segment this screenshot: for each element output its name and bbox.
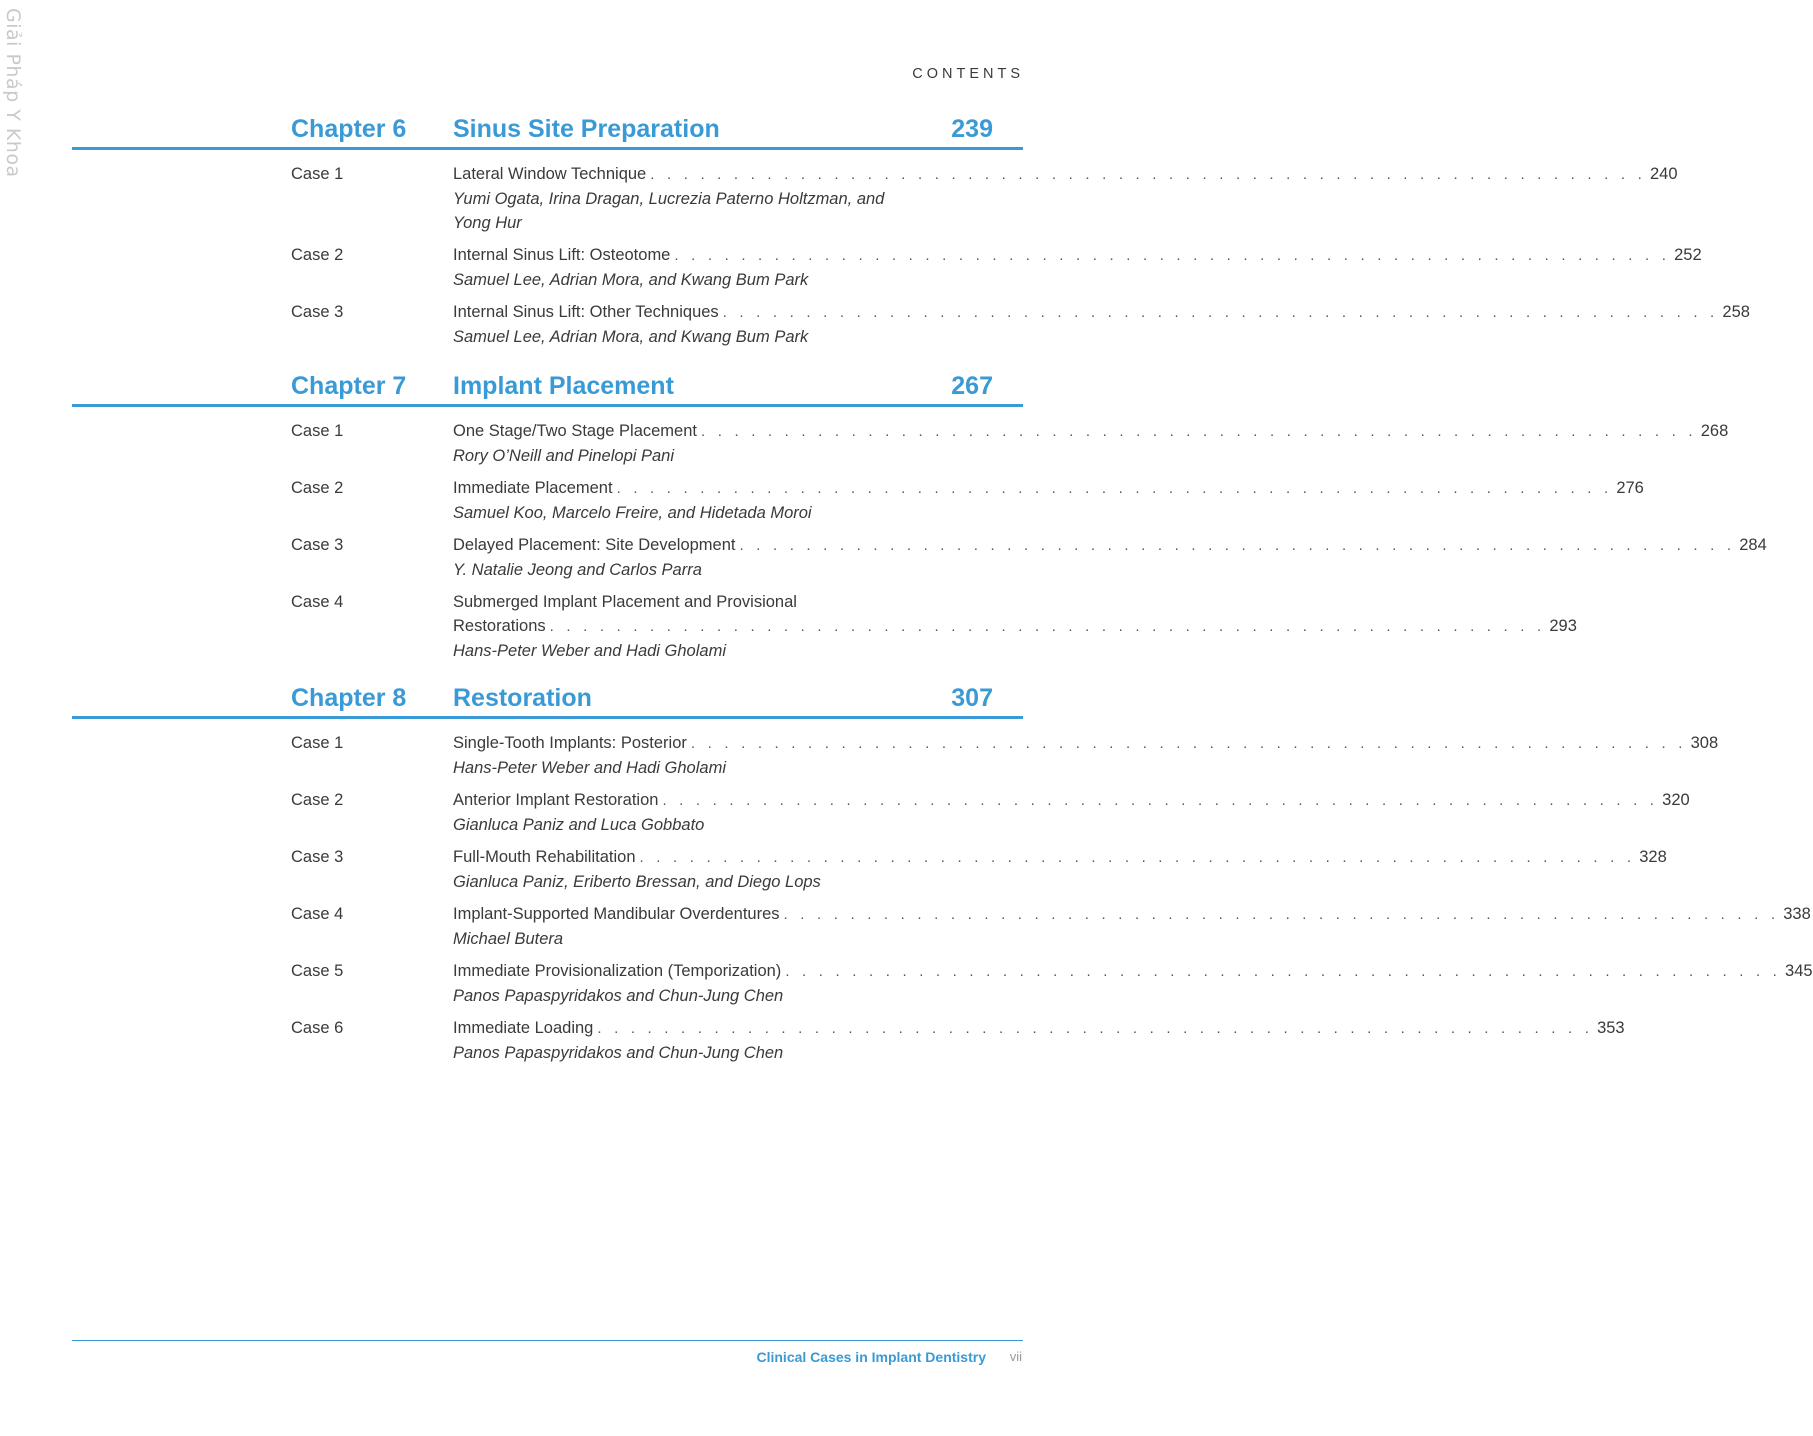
case-body xyxy=(453,476,1644,525)
dot-leader: . . . . . . . . . . . . . . . . . . . . . . . . . . . . . . . . . . . . . . . . . . . . . . . . . . . . . . . . . . . . xyxy=(722,304,1719,321)
case-label: Case 1 xyxy=(291,422,344,440)
case-body xyxy=(453,845,1667,894)
case-authors: Yong Hur xyxy=(453,214,522,232)
case-page: 353 xyxy=(1597,1019,1625,1037)
case-authors: Gianluca Paniz and Luca Gobbato xyxy=(453,816,705,834)
case-body xyxy=(453,788,1690,837)
case-title-line xyxy=(453,419,1729,444)
case-title-line xyxy=(453,300,1750,325)
case-body xyxy=(453,731,1719,780)
chapter-rule xyxy=(72,716,1023,719)
case-label: Case 2 xyxy=(291,791,344,809)
case-authors: Michael Butera xyxy=(453,930,564,948)
case-title: Anterior Implant Restoration xyxy=(453,791,659,809)
case-title-line xyxy=(453,902,1811,927)
footer-rule xyxy=(72,1340,1023,1341)
case-body xyxy=(453,162,1678,235)
case-label: Case 1 xyxy=(291,165,344,183)
dot-leader: . . . . . . . . . . . . . . . . . . . . . . . . . . . . . . . . . . . . . . . . . . . . . . . . . . . . . . . . . . . . xyxy=(549,618,1546,635)
dot-leader: . . . . . . . . . . . . . . . . . . . . . . . . . . . . . . . . . . . . . . . . . . . . . . . . . . . . . . . . . . . . xyxy=(650,166,1646,183)
chapter-title: Restoration xyxy=(453,684,592,712)
chapter-title: Implant Placement xyxy=(453,372,674,400)
dot-leader: . . . . . . . . . . . . . . . . . . . . . . . . . . . . . . . . . . . . . . . . . . . . . . . . . . . . . . . . . . . . xyxy=(639,849,1636,866)
chapter-page: 307 xyxy=(951,684,993,712)
case-page: 328 xyxy=(1639,848,1667,866)
running-head: CONTENTS xyxy=(912,66,1024,82)
case-body xyxy=(453,243,1702,292)
chapter-number: Chapter 7 xyxy=(291,372,407,400)
chapter-number: Chapter 6 xyxy=(291,115,407,143)
chapter-heading xyxy=(0,683,1099,717)
case-label: Case 3 xyxy=(291,848,344,866)
chapter-page: 267 xyxy=(951,372,993,400)
case-body xyxy=(453,959,1813,1008)
toc-entry[interactable] xyxy=(0,533,1767,582)
case-label: Case 5 xyxy=(291,962,344,980)
toc-entry[interactable] xyxy=(0,788,1690,837)
footer-page-number: vii xyxy=(1009,1349,1022,1364)
chapter-heading xyxy=(0,114,1099,148)
case-authors: Samuel Lee, Adrian Mora, and Kwang Bum Park xyxy=(453,271,809,289)
chapter-section xyxy=(0,683,1813,1073)
chapter-section xyxy=(0,371,1767,671)
case-body xyxy=(453,1016,1625,1065)
case-authors: Y. Natalie Jeong and Carlos Parra xyxy=(453,561,702,579)
case-title-line xyxy=(453,959,1813,984)
case-page: 293 xyxy=(1549,617,1577,635)
chapter-section xyxy=(0,114,1750,357)
chapter-rule xyxy=(72,147,1023,150)
dot-leader: . . . . . . . . . . . . . . . . . . . . . . . . . . . . . . . . . . . . . . . . . . . . . . . . . . . . . . . . . . . . xyxy=(674,247,1671,264)
dot-leader: . . . . . . . . . . . . . . . . . . . . . . . . . . . . . . . . . . . . . . . . . . . . . . . . . . . . . . . . . . . . xyxy=(783,906,1780,923)
case-label: Case 6 xyxy=(291,1019,344,1037)
chapter-heading xyxy=(0,371,1099,405)
case-label: Case 1 xyxy=(291,734,344,752)
case-title-first-line: Submerged Implant Placement and Provisional xyxy=(453,593,797,611)
toc-entry[interactable] xyxy=(0,959,1813,1008)
case-label: Case 3 xyxy=(291,536,344,554)
case-authors: Hans-Peter Weber and Hadi Gholami xyxy=(453,759,726,777)
footer-book-title: Clinical Cases in Implant Dentistry xyxy=(756,1349,986,1365)
toc-entry[interactable] xyxy=(0,419,1729,468)
case-label: Case 2 xyxy=(291,246,344,264)
dot-leader: . . . . . . . . . . . . . . . . . . . . . . . . . . . . . . . . . . . . . . . . . . . . . . . . . . . . . . . . . . . . xyxy=(690,735,1687,752)
case-body xyxy=(453,419,1729,468)
watermark: Giải Pháp Y Khoa xyxy=(2,8,24,178)
dot-leader: . . . . . . . . . . . . . . . . . . . . . . . . . . . . . . . . . . . . . . . . . . . . . . . . . . . . . . . . . . . . xyxy=(616,480,1613,497)
case-body xyxy=(453,902,1811,951)
case-page: 320 xyxy=(1662,791,1690,809)
case-authors: Panos Papaspyridakos and Chun-Jung Chen xyxy=(453,987,784,1005)
case-label: Case 3 xyxy=(291,303,344,321)
chapter-page: 239 xyxy=(951,115,993,143)
case-title: Lateral Window Technique xyxy=(453,165,647,183)
case-page: 284 xyxy=(1739,536,1767,554)
case-page: 308 xyxy=(1690,734,1719,752)
case-authors: Yumi Ogata, Irina Dragan, Lucrezia Paterno Holtzman, and xyxy=(453,190,885,208)
case-page: 338 xyxy=(1783,905,1811,923)
case-page: 345 xyxy=(1785,962,1813,980)
case-title-line xyxy=(453,731,1719,756)
case-authors: Hans-Peter Weber and Hadi Gholami xyxy=(453,642,726,660)
case-body xyxy=(453,300,1750,349)
case-title: Restorations xyxy=(453,617,546,635)
dot-leader: . . . . . . . . . . . . . . . . . . . . . . . . . . . . . . . . . . . . . . . . . . . . . . . . . . . . . . . . . . . . xyxy=(739,537,1736,554)
toc-entry[interactable] xyxy=(0,902,1811,951)
case-authors: Samuel Koo, Marcelo Freire, and Hidetada Moroi xyxy=(453,504,812,522)
case-label: Case 4 xyxy=(291,593,344,611)
case-body xyxy=(453,533,1767,582)
case-title: Delayed Placement: Site Development xyxy=(453,536,736,554)
case-page: 268 xyxy=(1700,422,1729,440)
case-title: Immediate Placement xyxy=(453,479,613,497)
dot-leader: . . . . . . . . . . . . . . . . . . . . . . . . . . . . . . . . . . . . . . . . . . . . . . . . . . . . . . . . . . . . xyxy=(597,1020,1594,1037)
case-title-line xyxy=(453,1016,1625,1041)
case-authors: Panos Papaspyridakos and Chun-Jung Chen xyxy=(453,1044,784,1062)
case-title: One Stage/Two Stage Placement xyxy=(453,422,697,440)
case-title: Internal Sinus Lift: Osteotome xyxy=(453,246,671,264)
toc-entry[interactable] xyxy=(0,845,1667,894)
case-page: 252 xyxy=(1674,246,1702,264)
case-title: Implant-Supported Mandibular Overdentures xyxy=(453,905,780,923)
chapter-number: Chapter 8 xyxy=(291,684,407,712)
chapter-rule xyxy=(72,404,1023,407)
dot-leader: . . . . . . . . . . . . . . . . . . . . . . . . . . . . . . . . . . . . . . . . . . . . . . . . . . . . . . . . . . . . xyxy=(785,963,1782,980)
case-title: Internal Sinus Lift: Other Techniques xyxy=(453,303,719,321)
toc-entry[interactable] xyxy=(0,476,1644,525)
toc-entry[interactable] xyxy=(0,162,1678,235)
case-title: Full-Mouth Rehabilitation xyxy=(453,848,636,866)
toc-entry[interactable] xyxy=(0,243,1702,292)
case-authors: Samuel Lee, Adrian Mora, and Kwang Bum Park xyxy=(453,328,809,346)
case-authors: Rory O’Neill and Pinelopi Pani xyxy=(453,447,675,465)
case-page: 258 xyxy=(1722,303,1750,321)
case-title: Single-Tooth Implants: Posterior xyxy=(453,734,687,752)
chapter-title: Sinus Site Preparation xyxy=(453,115,720,143)
toc-entry[interactable] xyxy=(0,590,1577,663)
case-label: Case 2 xyxy=(291,479,344,497)
toc-entry[interactable] xyxy=(0,731,1719,780)
case-title-line xyxy=(453,476,1644,501)
dot-leader: . . . . . . . . . . . . . . . . . . . . . . . . . . . . . . . . . . . . . . . . . . . . . . . . . . . . . . . . . . . . xyxy=(700,423,1697,440)
case-page: 276 xyxy=(1616,479,1644,497)
case-label: Case 4 xyxy=(291,905,344,923)
case-title-line xyxy=(453,788,1690,813)
case-title-line xyxy=(453,533,1767,558)
case-authors: Gianluca Paniz, Eriberto Bressan, and Diego Lops xyxy=(453,873,821,891)
case-title-line xyxy=(453,614,1577,639)
case-page: 240 xyxy=(1649,165,1678,183)
case-title: Immediate Loading xyxy=(453,1019,594,1037)
toc-entry[interactable] xyxy=(0,1016,1625,1065)
case-title-line xyxy=(453,243,1702,268)
case-title: Immediate Provisionalization (Temporization) xyxy=(453,962,782,980)
case-title-line xyxy=(453,162,1678,187)
case-body xyxy=(453,590,1577,663)
case-title-line xyxy=(453,845,1667,870)
dot-leader: . . . . . . . . . . . . . . . . . . . . . . . . . . . . . . . . . . . . . . . . . . . . . . . . . . . . . . . . . . . . xyxy=(662,792,1659,809)
toc-entry[interactable] xyxy=(0,300,1750,349)
